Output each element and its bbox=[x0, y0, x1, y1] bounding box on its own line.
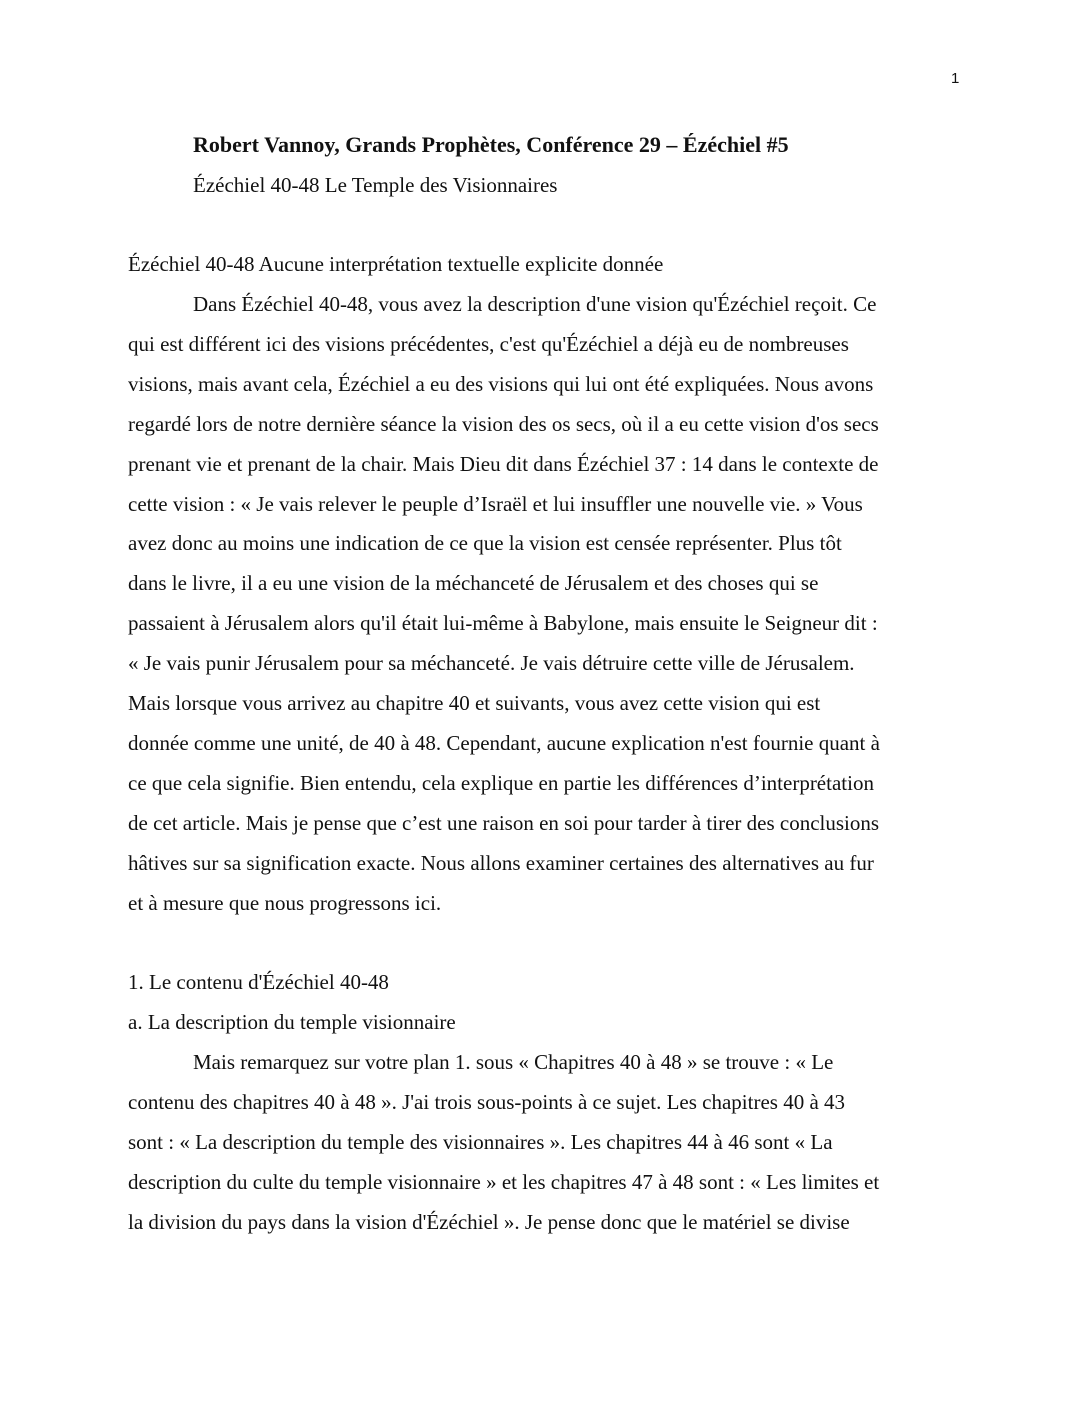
text-line: description du culte du temple visionnaire » et les chapitres 47 à 48 sont : « Les limites et bbox=[128, 1169, 880, 1194]
section-heading-2: 1. Le contenu d'Ézéchiel 40-48 bbox=[128, 970, 389, 994]
text-line: cette vision : « Je vais relever le peuple d’Israël et lui insuffler une nouvelle vie. » Vous bbox=[128, 491, 863, 516]
text-line: et à mesure que nous progressons ici. bbox=[128, 890, 442, 915]
section-heading: Ézéchiel 40-48 Aucune interprétation textuelle explicite donnée bbox=[128, 252, 664, 276]
text-line: dans le livre, il a eu une vision de la méchanceté de Jérusalem et des choses qui se bbox=[128, 571, 819, 596]
text-line: qui est différent ici des visions précédentes, c'est qu'Ézéchiel a déjà eu de nombreuses bbox=[128, 331, 849, 356]
text-line: Mais remarquez sur votre plan 1. sous « Chapitres 40 à 48 » se trouve : « Le bbox=[193, 1050, 834, 1074]
text-line: passaient à Jérusalem alors qu'il était lui-même à Babylone, mais ensuite le Seigneur dit : bbox=[128, 611, 878, 636]
text-line: regardé lors de notre dernière séance la vision des os secs, où il a eu cette vision d'os secs bbox=[128, 411, 879, 436]
text-line: Mais lorsque vous arrivez au chapitre 40 et suivants, vous avez cette vision qui est bbox=[128, 691, 821, 715]
text-line: Dans Ézéchiel 40-48, vous avez la description d'une vision qu'Ézéchiel reçoit. Ce bbox=[193, 292, 877, 316]
document-title: Robert Vannoy, Grands Prophètes, Conférence 29 – Ézéchiel #5 bbox=[193, 132, 789, 157]
text-line: la division du pays dans la vision d'Ézéchiel ». Je pense donc que le matériel se divise bbox=[128, 1209, 850, 1234]
text-line: visions, mais avant cela, Ézéchiel a eu des visions qui lui ont été expliquées. Nous avons bbox=[128, 371, 874, 396]
text-line: donnée comme une unité, de 40 à 48. Cependant, aucune explication n'est fournie quant à bbox=[128, 730, 880, 755]
text-line: prenant vie et prenant de la chair. Mais Dieu dit dans Ézéchiel 37 : 14 dans le contexte de bbox=[128, 451, 879, 476]
text-line: de cet article. Mais je pense que c’est une raison en soi pour tarder à tirer des conclusions bbox=[128, 810, 880, 835]
page-number: 1 bbox=[951, 70, 960, 87]
subsection-heading: a. La description du temple visionnaire bbox=[128, 1010, 456, 1034]
text-line: hâtives sur sa signification exacte. Nous allons examiner certaines des alternatives au fur bbox=[128, 850, 874, 875]
text-line: contenu des chapitres 40 à 48 ». J'ai trois sous-points à ce sujet. Les chapitres 40 à 43 bbox=[128, 1089, 846, 1114]
text-line: sont : « La description du temple des visionnaires ». Les chapitres 44 à 46 sont « La bbox=[128, 1129, 833, 1154]
text-line: ce que cela signifie. Bien entendu, cela explique en partie les différences d’interprétation bbox=[128, 770, 874, 795]
text-line: avez donc au moins une indication de ce que la vision est censée représenter. Plus tôt bbox=[128, 531, 842, 556]
text-line: « Je vais punir Jérusalem pour sa méchanceté. Je vais détruire cette ville de Jérusalem. bbox=[128, 651, 855, 676]
document-subtitle: Ézéchiel 40-48 Le Temple des Visionnaires bbox=[193, 173, 558, 197]
